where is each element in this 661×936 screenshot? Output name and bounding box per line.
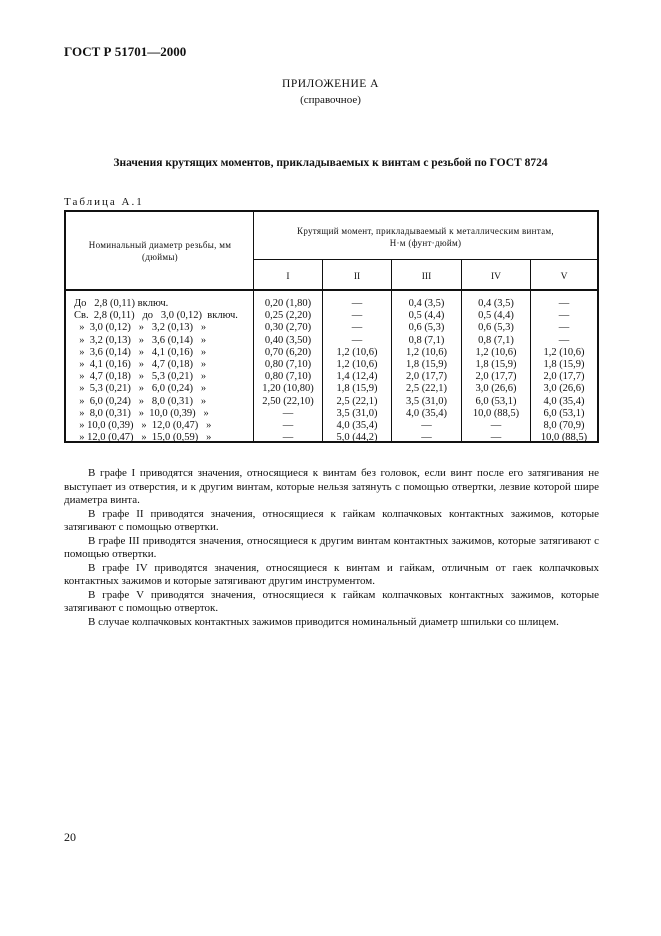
torque-cell-II: — — [351, 334, 363, 346]
torque-cell-I: — — [282, 407, 294, 419]
torque-cell-II: 1,2 (10,6) — [336, 346, 378, 358]
torque-cell-III: 4,0 (35,4) — [405, 407, 448, 419]
torque-cell-IV: 1,2 (10,6) — [475, 346, 517, 358]
document-code: ГОСТ Р 51701—2000 — [64, 44, 187, 59]
diameter-column-header: Номинальный диаметр резьбы, мм (дюймы) — [88, 240, 232, 262]
torque-cell-I: 0,80 (7,10) — [264, 358, 312, 370]
torque-cell-V: — — [558, 298, 570, 309]
torque-cell-IV: 1,8 (15,9) — [475, 358, 517, 370]
torque-cell-V: — — [558, 334, 570, 346]
torque-cell-II: 2,5 (22,1) — [336, 395, 378, 407]
diameter-cell: » 8,0 (0,31) » 10,0 (0,39) » — [74, 407, 209, 419]
page-number: 20 — [64, 830, 76, 844]
appendix-subtitle: (справочное) — [300, 94, 361, 106]
diameter-cell: До 2,8 (0,11) включ. — [74, 298, 169, 309]
torque-cell-III: 0,5 (4,4) — [408, 310, 445, 322]
torque-cell-V: — — [558, 322, 570, 334]
appendix-title: ПРИЛОЖЕНИЕ А — [282, 78, 379, 90]
torque-table — [64, 210, 599, 443]
torque-cell-III: — — [421, 432, 432, 444]
column-header-II: II — [353, 272, 361, 282]
note-paragraph: В графе IV приводятся значения, относящиеся к винтам и гайкам, отличным от гаек колпачковых контактных зажимов и которые затягивают другим инструментом. — [64, 561, 599, 587]
torque-cell-V: 10,0 (88,5) — [540, 432, 588, 444]
torque-cell-IV: 0,6 (5,3) — [478, 322, 514, 334]
torque-cell-V: — — [558, 310, 570, 322]
column-V-values — [531, 298, 597, 444]
torque-cell-V: 4,0 (35,4) — [543, 395, 585, 407]
torque-cell-II: — — [351, 322, 363, 334]
torque-cell-II: 1,8 (15,9) — [336, 383, 378, 395]
torque-cell-IV: 2,0 (17,7) — [475, 371, 517, 383]
torque-cell-I: 0,70 (6,20) — [264, 346, 312, 358]
torque-cell-IV: 0,4 (3,5) — [478, 298, 514, 309]
torque-cell-IV: 0,8 (7,1) — [478, 334, 514, 346]
torque-cell-III: 3,5 (31,0) — [405, 395, 448, 407]
diameter-cell: » 6,0 (0,24) » 8,0 (0,31) » — [74, 395, 207, 407]
torque-cell-II: 3,5 (31,0) — [336, 407, 378, 419]
torque-cell-II: 4,0 (35,4) — [336, 419, 378, 431]
torque-group-header-line1: Крутящий момент, прикладываемый к металлическим винтам, — [297, 226, 554, 236]
torque-cell-III: 0,8 (7,1) — [408, 334, 445, 346]
torque-cell-V: 8,0 (70,9) — [543, 419, 585, 431]
notes-block — [64, 467, 599, 629]
torque-cell-III: 2,5 (22,1) — [405, 383, 448, 395]
torque-cell-V: 3,0 (26,6) — [543, 383, 585, 395]
torque-cell-IV: — — [490, 432, 502, 444]
note-paragraph: В графе I приводятся значения, относящиеся к винтам без головок, если винт после его затягивания не выступает из отверстия, и к другим винтам, которые нельзя затянуть с помощью отвертки, лезвие которой шире диаметра винта. — [64, 467, 599, 506]
torque-cell-II: — — [351, 298, 363, 309]
column-header-I: I — [286, 272, 290, 282]
diameter-cell: » 10,0 (0,39) » 12,0 (0,47) » — [74, 419, 212, 431]
note-paragraph: В графе II приводятся значения, относящиеся к гайкам колпачковых контактных зажимов, которые затягивают с помощью отвертки. — [64, 507, 599, 533]
table-caption: Таблица А.1 — [64, 196, 144, 208]
section-heading: Значения крутящих моментов, прикладываемых к винтам с резьбой по ГОСТ 8724 — [113, 157, 548, 169]
torque-cell-I: 0,25 (2,20) — [264, 310, 312, 322]
torque-cell-V: 1,2 (10,6) — [543, 346, 585, 358]
torque-cell-III: 1,8 (15,9) — [405, 358, 448, 370]
torque-cell-I: — — [282, 432, 294, 444]
note-paragraph: В графе III приводятся значения, относящиеся к другим винтам контактных зажимов, которые затягивают с помощью отвертки. — [64, 534, 599, 560]
column-II-values — [323, 298, 391, 444]
table-rule — [66, 289, 597, 291]
column-header-IV: IV — [490, 272, 502, 282]
torque-cell-II: 1,4 (12,4) — [336, 371, 378, 383]
torque-cell-IV: 6,0 (53,1) — [475, 395, 517, 407]
torque-cell-I: 0,80 (7,10) — [264, 371, 312, 383]
diameter-cell: » 4,7 (0,18) » 5,3 (0,21) » — [74, 371, 207, 383]
table-rule — [254, 259, 597, 260]
torque-cell-I: 0,40 (3,50) — [264, 334, 312, 346]
torque-cell-V: 6,0 (53,1) — [543, 407, 585, 419]
torque-cell-V: 1,8 (15,9) — [543, 358, 585, 370]
torque-cell-IV: 3,0 (26,6) — [475, 383, 517, 395]
torque-cell-III: — — [421, 419, 432, 431]
column-header-V: V — [560, 272, 568, 282]
note-paragraph: В графе V приводятся значения, относящиеся к гайкам колпачковых контактных зажимов, которые затягивают с помощью отверток. — [64, 588, 599, 614]
torque-cell-IV: 0,5 (4,4) — [478, 310, 514, 322]
diameter-cell: » 3,2 (0,13) » 3,6 (0,14) » — [74, 334, 207, 346]
torque-cell-III: 0,4 (3,5) — [408, 298, 445, 309]
torque-cell-IV: — — [490, 419, 502, 431]
torque-cell-I: 1,20 (10,80) — [262, 383, 314, 395]
torque-cell-II: 1,2 (10,6) — [336, 358, 378, 370]
diameter-column — [74, 298, 254, 444]
torque-cell-V: 2,0 (17,7) — [543, 371, 585, 383]
torque-cell-I: 0,30 (2,70) — [264, 322, 312, 334]
column-header-III: III — [421, 272, 432, 282]
torque-cell-III: 2,0 (17,7) — [405, 371, 448, 383]
column-IV-values — [462, 298, 530, 444]
torque-cell-II: — — [351, 310, 363, 322]
diameter-cell: » 5,3 (0,21) » 6,0 (0,24) » — [74, 383, 207, 395]
torque-cell-I: — — [282, 419, 294, 431]
diameter-cell: Св. 2,8 (0,11) до 3,0 (0,12) включ. — [74, 310, 238, 322]
torque-cell-IV: 10,0 (88,5) — [472, 407, 520, 419]
torque-cell-I: 2,50 (22,10) — [262, 395, 314, 407]
torque-cell-III: 1,2 (10,6) — [405, 346, 448, 358]
torque-cell-I: 0,20 (1,80) — [264, 298, 312, 309]
torque-group-header-line2: Н·м (фунт·дюйм) — [389, 238, 462, 248]
torque-cell-III: 0,6 (5,3) — [408, 322, 445, 334]
diameter-cell: » 4,1 (0,16) » 4,7 (0,18) » — [74, 358, 207, 370]
diameter-cell: » 12,0 (0,47) » 15,0 (0,59) » — [74, 432, 212, 444]
torque-cell-II: 5,0 (44,2) — [336, 432, 378, 444]
column-III-values — [392, 298, 461, 444]
diameter-cell: » 3,6 (0,14) » 4,1 (0,16) » — [74, 346, 207, 358]
diameter-cell: » 3,0 (0,12) » 3,2 (0,13) » — [74, 322, 207, 334]
column-I-values — [254, 298, 322, 444]
note-paragraph: В случае колпачковых контактных зажимов приводится номинальный диаметр шпильки со шлицем. — [88, 615, 559, 628]
